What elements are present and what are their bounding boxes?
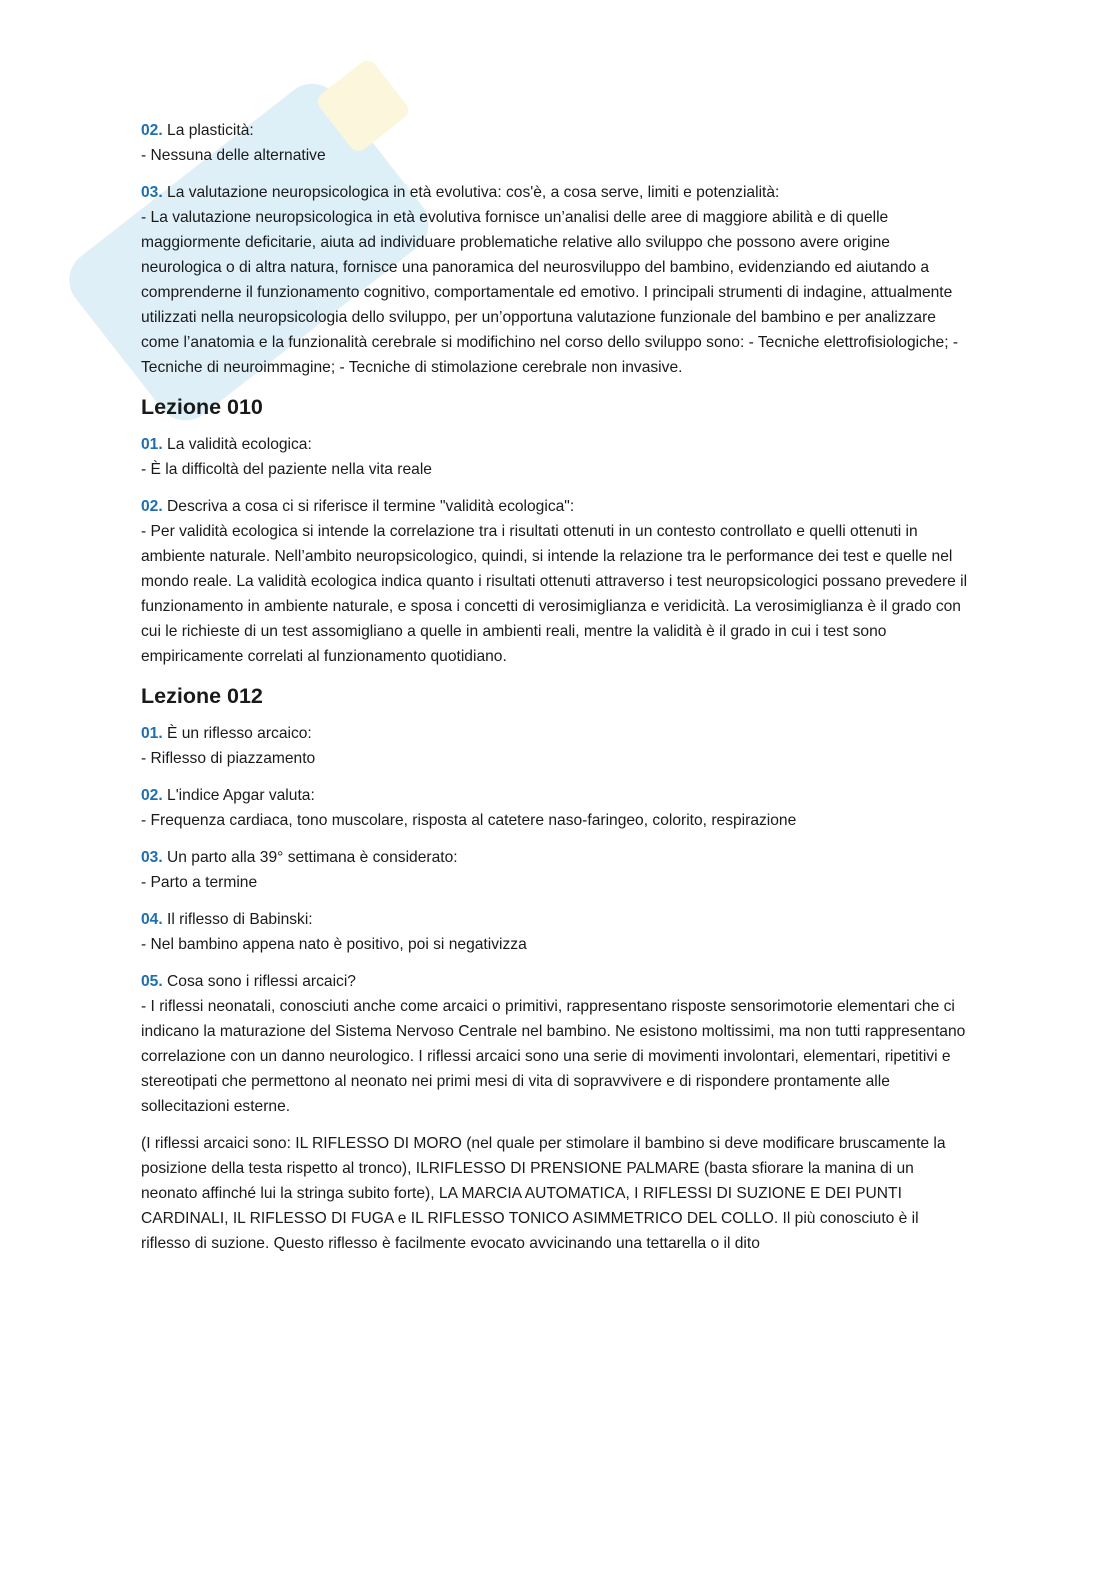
answer-text: - Parto a termine (141, 874, 258, 891)
question (141, 721, 971, 746)
question (141, 907, 971, 932)
qa-item (141, 1131, 971, 1256)
question-text: Descriva a cosa ci si riferisce il termine "validità ecologica": (167, 498, 575, 515)
question (141, 969, 971, 994)
qa-item (141, 845, 971, 895)
answer-text: - Nessuna delle alternative (141, 147, 326, 164)
qa-item (141, 907, 971, 957)
document-page (141, 118, 971, 1268)
question-number: 02. (141, 787, 163, 804)
answer-text: - I riflessi neonatali, conosciuti anche come arcaici o primitivi, rappresentano risposte sensorimotorie elementari che ci indicano la maturazione del Sistema Nervoso Centrale nel bambino. Ne esistono moltissimi, ma non tutti rappresentano correlazione con un danno neurologico. I riflessi arcaici sono una serie di movimenti involontari, elementari, ripetitivi e stereotipati che permettono al neonato nei primi mesi di vita di sopravvivere e di rispondere prontamente alle sollecitazioni esterne. (141, 998, 966, 1115)
answer-text: - È la difficoltà del paziente nella vita reale (141, 461, 432, 478)
qa-item (141, 118, 971, 168)
question (141, 432, 971, 457)
answer-text: - Riflesso di piazzamento (141, 750, 316, 767)
question-number: 03. (141, 184, 163, 201)
question (141, 783, 971, 808)
qa-item (141, 180, 971, 380)
qa-item (141, 721, 971, 771)
qa-item (141, 969, 971, 1119)
lesson-heading: Lezione 010 (141, 395, 263, 419)
question-number: 01. (141, 436, 163, 453)
question (141, 845, 971, 870)
question-text: La plasticità: (167, 122, 254, 139)
extra-paragraph: (I riflessi arcaici sono: IL RIFLESSO DI MORO (nel quale per stimolare il bambino si deve modificare bruscamente la posizione della testa rispetto al tronco), ILRIFLESSO DI PRENSIONE PALMARE (basta sfiorare la manina di un neonato affinché lui la stringa subito forte), LA MARCIA AUTOMATICA, I RIFLESSI DI SUZIONE E DEI PUNTI CARDINALI, IL RIFLESSO DI FUGA e IL RIFLESSO TONICO ASIMMETRICO DEL COLLO. Il più conosciuto è il riflesso di suzione. Questo riflesso è facilmente evocato avvicinando una tettarella o il dito (141, 1135, 946, 1252)
answer-text: - Per validità ecologica si intende la correlazione tra i risultati ottenuti in un contesto controllato e quelli ottenuti in ambiente naturale. Nell’ambito neuropsicologico, quindi, si intende la relazione tra le performance dei test e quelle nel mondo reale. La validità ecologica indica quanto i risultati ottenuti attraverso i test neuropsicologici possano prevedere il funzionamento in ambiente naturale, e sposa i concetti di verosimiglianza e veridicità. La verosimiglianza è il grado con cui le richieste di un test assomigliano a quelle in ambienti reali, mentre la validità è il grado in cui i test sono empiricamente correlati al funzionamento quotidiano. (141, 523, 968, 665)
question-text: Un parto alla 39° settimana è considerato: (167, 849, 458, 866)
question-text: È un riflesso arcaico: (167, 725, 312, 742)
question (141, 494, 971, 519)
question (141, 118, 971, 143)
question-number: 03. (141, 849, 163, 866)
answer-text: - La valutazione neuropsicologica in età evolutiva fornisce un’analisi delle aree di maggiore abilità e di quelle maggiormente deficitarie, aiuta ad individuare problematiche relative allo sviluppo che possono avere origine neurologica o di altra natura, fornisce una panoramica del neurosviluppo del bambino, evidenziando ed aiutando a comprenderne il funzionamento cognitivo, comportamentale ed emotivo. I principali strumenti di indagine, attualmente utilizzati nella neuropsicologia dello sviluppo, per un’opportuna valutazione funzionale del bambino e per analizzare come l’anatomia e la funzionalità cerebrale si modifichino nel corso dello sviluppo sono: - Tecniche elettrofisiologiche; - Tecniche di neuroimmagine; - Tecniche di stimolazione cerebrale non invasive. (141, 209, 959, 376)
question-number: 04. (141, 911, 163, 928)
answer-text: - Frequenza cardiaca, tono muscolare, risposta al catetere naso-faringeo, colorito, respirazione (141, 812, 797, 829)
question-number: 02. (141, 498, 163, 515)
question (141, 180, 971, 205)
question-text: L'indice Apgar valuta: (167, 787, 315, 804)
question-text: Il riflesso di Babinski: (167, 911, 313, 928)
question-number: 01. (141, 725, 163, 742)
lesson-heading: Lezione 012 (141, 684, 263, 708)
qa-item (141, 494, 971, 669)
qa-item (141, 783, 971, 833)
question-text: La valutazione neuropsicologica in età evolutiva: cos'è, a cosa serve, limiti e potenzialità: (167, 184, 780, 201)
qa-item (141, 432, 971, 482)
question-number: 02. (141, 122, 163, 139)
answer-text: - Nel bambino appena nato è positivo, poi si negativizza (141, 936, 527, 953)
question-text: La validità ecologica: (167, 436, 312, 453)
question-text: Cosa sono i riflessi arcaici? (167, 973, 356, 990)
question-number: 05. (141, 973, 163, 990)
